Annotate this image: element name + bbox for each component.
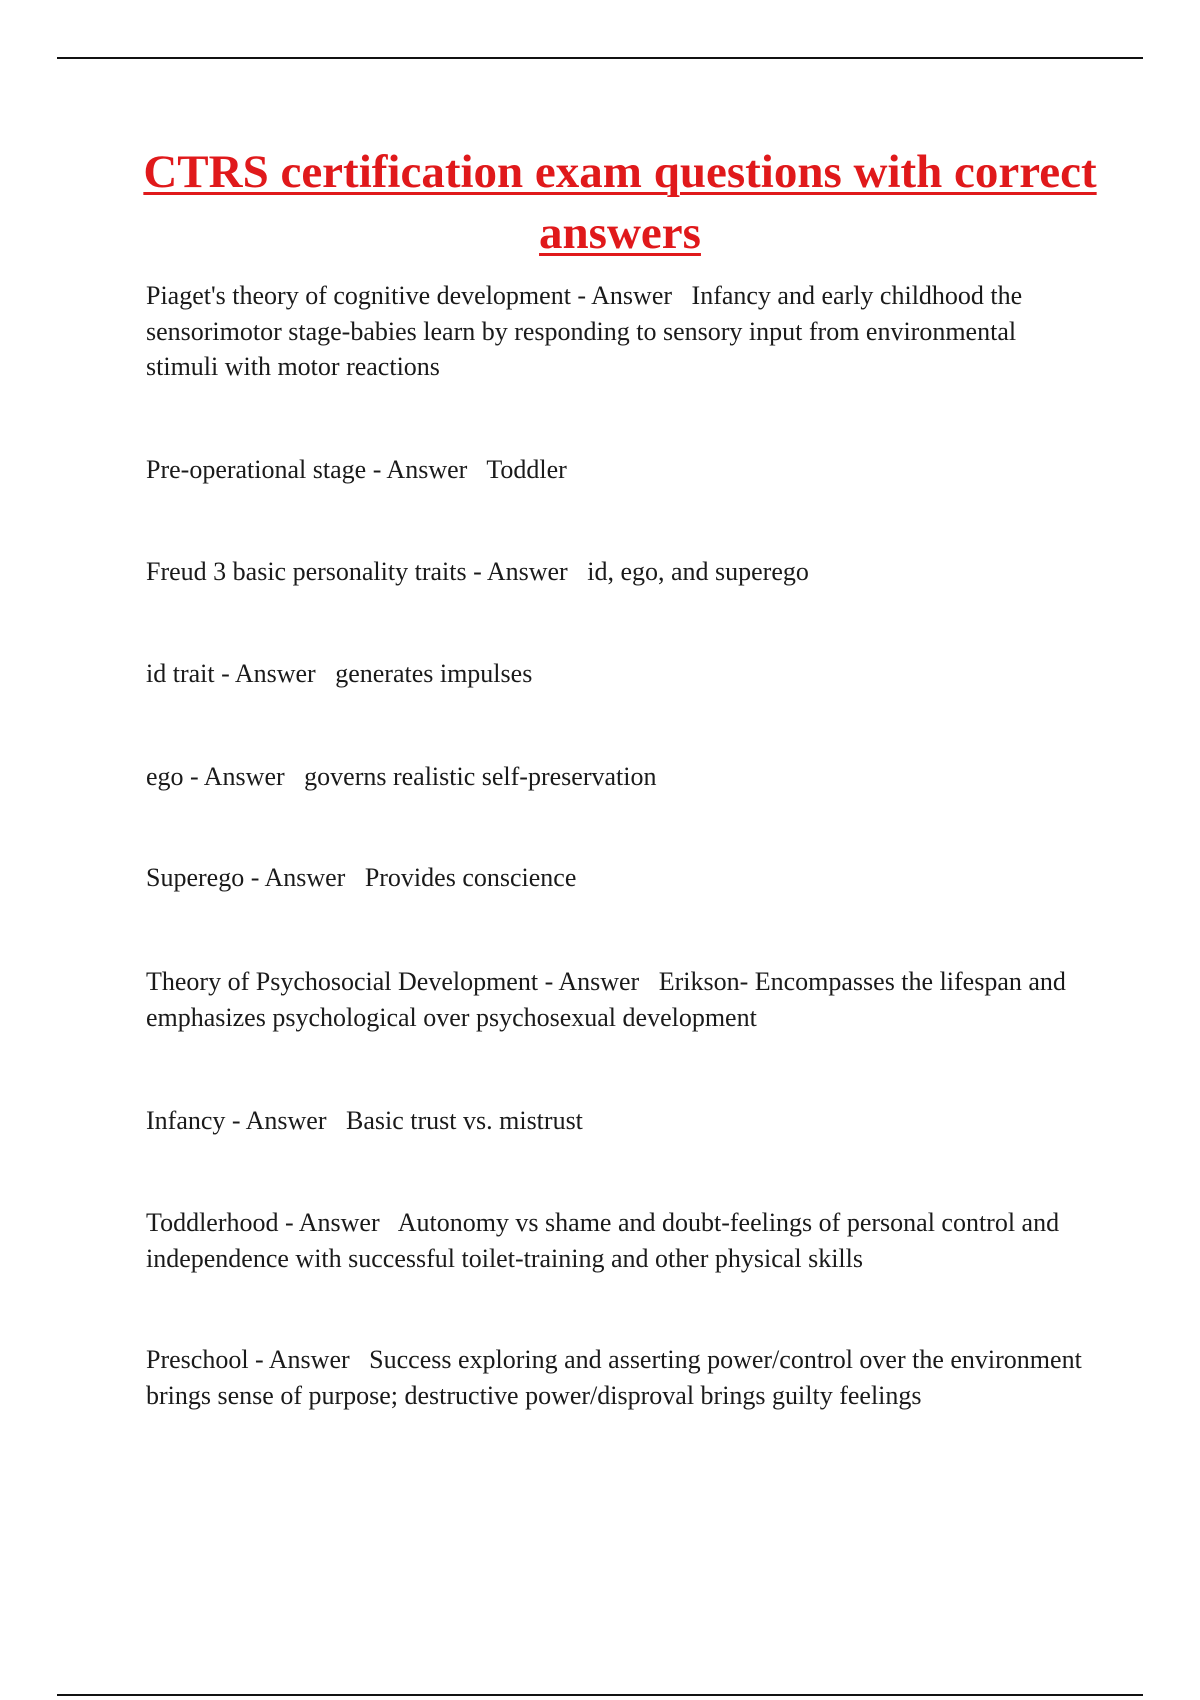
qa-entry bbox=[146, 860, 1086, 896]
qa-answer-label: Answer bbox=[591, 281, 673, 310]
qa-term: Theory of Psychosocial Development bbox=[146, 967, 539, 996]
qa-answer: Infancy and early childhood the sensorimotor stage-babies learn by responding to sensory input from environmental stimuli with motor reactions bbox=[146, 281, 1023, 381]
qa-answer: id, ego, and superego bbox=[587, 557, 809, 586]
qa-answer: Provides conscience bbox=[364, 863, 577, 892]
qa-answer: Basic trust vs. mistrust bbox=[346, 1106, 583, 1135]
qa-entry bbox=[146, 1342, 1086, 1413]
qa-term: Toddlerhood bbox=[146, 1208, 279, 1237]
qa-answer-label: Answer bbox=[486, 557, 568, 586]
qa-entry bbox=[146, 1205, 1086, 1276]
qa-term: id trait bbox=[146, 659, 215, 688]
qa-entry bbox=[146, 1103, 1086, 1139]
qa-separator: - bbox=[225, 1106, 246, 1135]
qa-term: Pre-operational stage bbox=[146, 455, 367, 484]
qa-answer-label: Answer bbox=[264, 863, 346, 892]
qa-term: Freud 3 basic personality traits bbox=[146, 557, 467, 586]
qa-answer: Autonomy vs shame and doubt-feelings of personal control and independence with successful toilet-training and other physical skills bbox=[146, 1208, 1060, 1273]
qa-entry bbox=[146, 452, 1086, 488]
qa-entry bbox=[146, 759, 1086, 795]
qa-separator: - bbox=[538, 967, 559, 996]
qa-answer: Toddler bbox=[486, 455, 567, 484]
qa-separator: - bbox=[214, 659, 235, 688]
qa-answer: Erikson- Encompasses the lifespan and emphasizes psychological over psychosexual development bbox=[146, 967, 1066, 1032]
qa-term: Infancy bbox=[146, 1106, 226, 1135]
qa-answer-label: Answer bbox=[203, 762, 285, 791]
qa-answer-label: Answer bbox=[245, 1106, 327, 1135]
qa-entry bbox=[146, 964, 1086, 1035]
qa-separator: - bbox=[366, 455, 387, 484]
qa-term: ego bbox=[146, 762, 184, 791]
footer-rule bbox=[57, 1694, 1143, 1696]
qa-term: Preschool bbox=[146, 1345, 249, 1374]
qa-separator: - bbox=[244, 863, 265, 892]
qa-term: Superego bbox=[146, 863, 245, 892]
qa-answer-label: Answer bbox=[298, 1208, 380, 1237]
document-title: CTRS certification exam questions with correct answers bbox=[143, 146, 1097, 259]
qa-entry bbox=[146, 656, 1086, 692]
qa-answer-label: Answer bbox=[268, 1345, 350, 1374]
qa-separator: - bbox=[466, 557, 487, 586]
qa-answer-label: Answer bbox=[234, 659, 316, 688]
qa-term: Piaget's theory of cognitive development bbox=[146, 281, 571, 310]
qa-separator: - bbox=[248, 1345, 269, 1374]
header-rule bbox=[57, 57, 1143, 59]
qa-answer: generates impulses bbox=[335, 659, 533, 688]
qa-answer: governs realistic self-preservation bbox=[304, 762, 657, 791]
qa-answer-label: Answer bbox=[386, 455, 468, 484]
qa-answer: Success exploring and asserting power/control over the environment brings sense of purpose; destructive power/disproval brings guilty feelings bbox=[146, 1345, 1082, 1410]
qa-separator: - bbox=[570, 281, 592, 310]
qa-entry bbox=[146, 278, 1086, 385]
qa-answer-label: Answer bbox=[558, 967, 640, 996]
qa-separator: - bbox=[183, 762, 204, 791]
qa-separator: - bbox=[278, 1208, 299, 1237]
qa-entry bbox=[146, 554, 1086, 590]
